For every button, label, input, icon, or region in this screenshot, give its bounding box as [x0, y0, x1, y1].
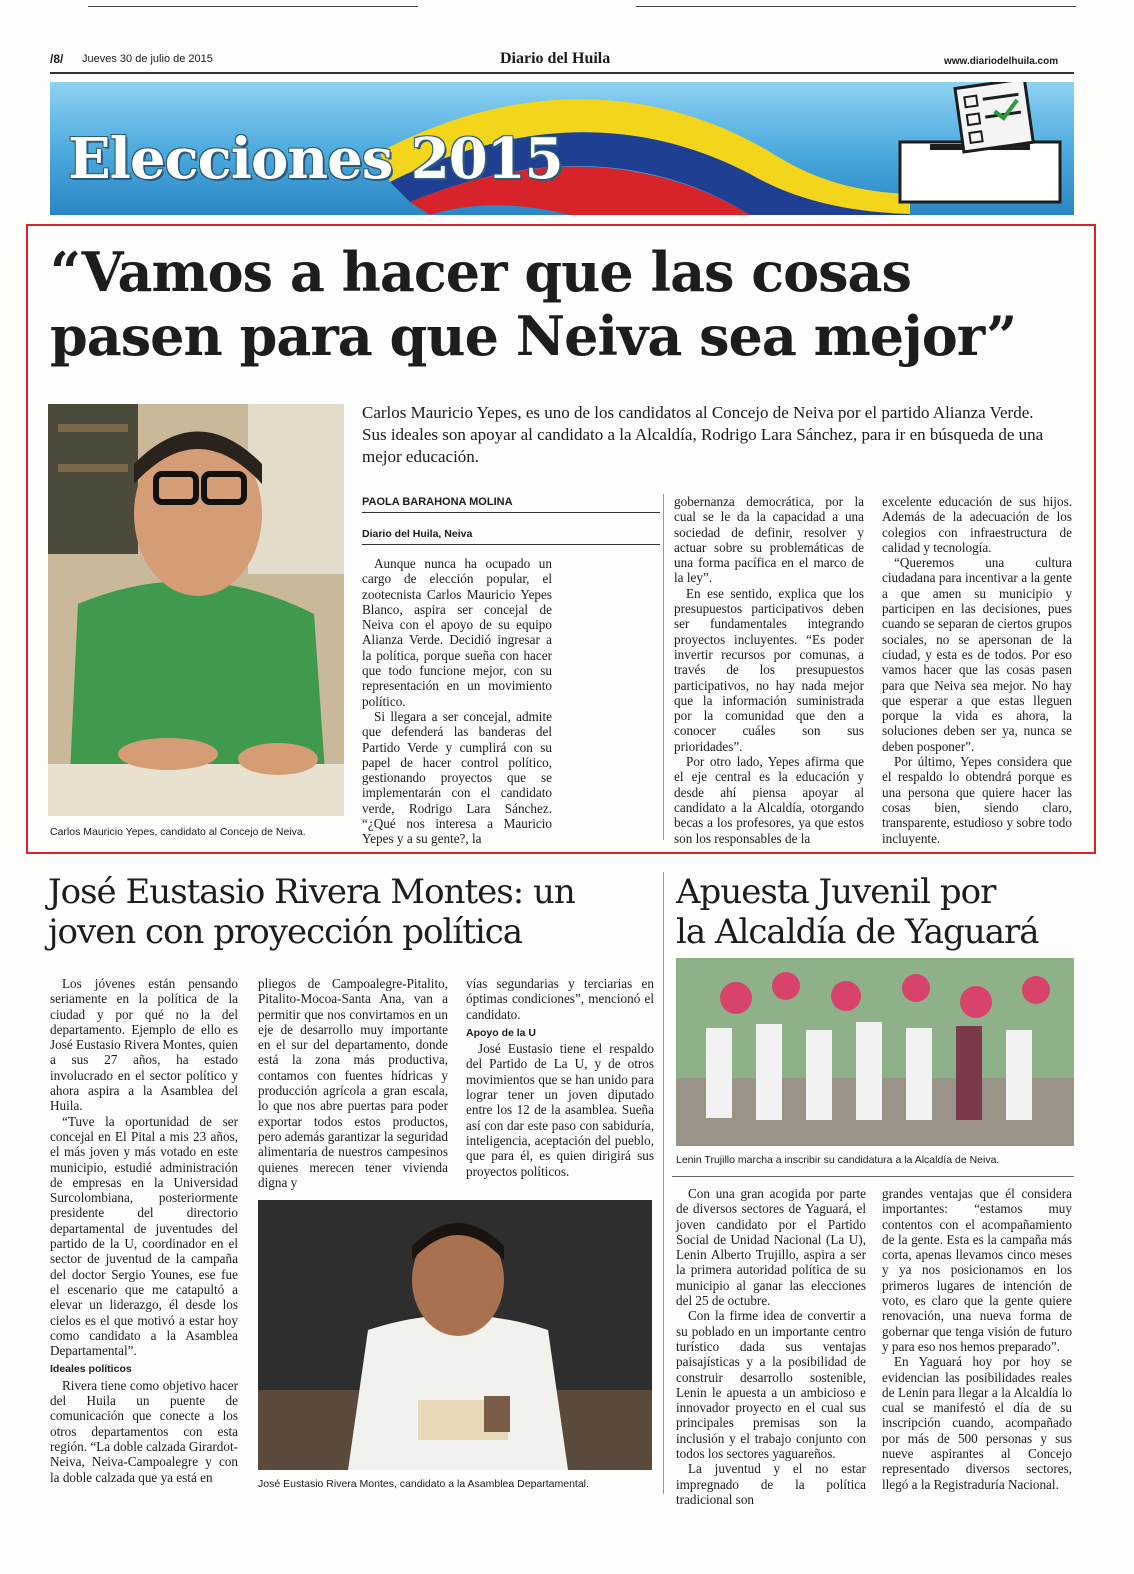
rivera-subhead-apoyo: Apoyo de la U	[466, 1026, 537, 1039]
rivera-col3-p2: José Eustasio tiene el respaldo del Partido de La U, y de otros movimientos que se han unido para lograr tener un joven diputado entre los 12 de la asamblea. Sueña así con dar este paso con sabiduría, inteligencia, aceptación del pueblo, que para él, es quien dirigirá sus proyectos políticos.	[466, 1041, 654, 1179]
section-banner	[50, 82, 1074, 215]
rivera-col-1	[50, 976, 238, 1485]
rivera-col-2	[258, 976, 448, 1190]
top-rule-left	[88, 6, 418, 7]
main-col2-p2: En ese sentido, explica que los presupuestos participativos deben ser fundamentales integrando proyectos incluyentes. “Es poder invertir recursos por comunas, a través de los presupuestos participativos, no hay nada mejor que la información suministrada por la comunidad que den a conocer cuáles son sus prioridades”.	[674, 585, 864, 754]
yaguara-col2-p2: En Yaguará hoy por hoy se evidencian las posibilidades reales de Lenin para llegar a la Alcaldía lo cual se manifestó el día de su inscripción cuando, acompañado por más de 500 personas y sus nueve aspirantes al Concejo representado diversos sectores, llegó a la Registraduría Nacional.	[882, 1354, 1072, 1492]
yaguara-headline	[676, 872, 1076, 952]
main-col-3	[882, 494, 1072, 846]
main-col1-p2: Si llegara a ser concejal, admite que defenderá las banderas del Partido Verde y cumplirá con su papel de hacer control político, gestionando proyectos que se implementarán con el candidato verde, Rodrigo Lara Sánchez. “¿Qué nos interesa a Mauricio Yepes y a su gente?, la	[362, 708, 552, 847]
rivera-subhead-ideales: Ideales políticos	[50, 1363, 132, 1376]
photo-caption-march: Lenin Trujillo marcha a inscribir su candidatura a la Alcaldía de Neiva.	[676, 1154, 1000, 1166]
main-col1-p1: Aunque nunca ha ocupado un cargo de elección popular, el zootecnista Carlos Mauricio Yepes Blanco, aspira ser concejal de Neiva con el apoyo de su equipo Alianza Verde. Decidió ingresar a la política, porque sueña con hacer que todo funcione mejor, con su representación en un movimiento político.	[362, 556, 552, 709]
main-headline-line1: “Vamos a hacer que las cosas	[50, 240, 911, 304]
photo-caption-rivera: José Eustasio Rivera Montes, candidato a la Asamblea Departamental.	[258, 1478, 589, 1490]
rivera-headline	[48, 872, 648, 952]
yaguara-col1-p3: La juventud y el no estar impregnado de la política tradicional son	[676, 1461, 866, 1507]
rivera-headline-line1: José Eustasio Rivera Montes: un	[48, 872, 575, 912]
main-col2-p1: gobernanza democrática, por la cual se le da la capacidad a una sociedad de definir, resolver y actuar sobre su problemáticas de una forma pacífica en el marco de la ley”.	[674, 494, 864, 586]
page-number: /8/	[50, 52, 64, 66]
march-illustration	[676, 958, 1074, 1146]
main-col3-p3: Por último, Yepes considera que el respaldo lo obtendrá porque es una persona que quiere hacer las cosas bien, siendo claro, transparente, estudioso y sobre todo incluyente.	[882, 754, 1072, 846]
rivera-portrait-illustration	[258, 1200, 652, 1470]
yaguara-col-1	[676, 1186, 866, 1507]
newspaper-name: Diario del Huila	[500, 50, 611, 67]
rivera-col1-p3: Rivera tiene como objetivo hacer del Huila un puente de comunicación que conecte a los otros departamentos con esta región. “La doble calzada Girardot-Neiva, Neiva-Campoalegre y con la doble calzada que ya está en	[50, 1377, 238, 1485]
section-divider	[663, 872, 664, 1494]
photo-caption-yepes: Carlos Mauricio Yepes, candidato al Concejo de Neiva.	[50, 826, 306, 838]
main-col3-p2: “Queremos una cultura ciudadana para incentivar a la gente a que amen su municipio y participen en las decisiones, pues cuando se separan de ciertos grupos sociales, no se apersonan de la ciudad, y esta es de todos. Por eso vamos hacer que las cosas pasen para que Neiva sea mejor. No hay que esperar a que estas lleguen porque la vida es ahora, la soluciones deben ser ya, nunca se deben posponer”.	[882, 555, 1072, 754]
main-lead: Carlos Mauricio Yepes, es uno de los candidatos al Concejo de Neiva por el partido Alianza Verde. Sus ideales son apoyar al candidato a la Alcaldía, Rodrigo Lara Sánchez, para ir en búsqueda de una mejor educación.	[362, 403, 1044, 466]
header-rule	[50, 72, 1074, 74]
newspaper-url: www.diariodelhuila.com	[944, 56, 1059, 67]
candidate-photo-rivera	[258, 1200, 652, 1470]
rivera-col-3	[466, 976, 654, 1179]
top-rule-right	[636, 6, 1076, 7]
byline: PAOLA BARAHONA MOLINA	[362, 496, 513, 508]
rivera-col1-p1: Los jóvenes están pensando seriamente en la política de la ciudad y por qué no la del departamento. Ejemplo de ello es José Eustasio Rivera Montes, quien a sus 27 años, ha estado involucrado en el sector político y ahora aspira a la Asamblea del Huila.	[50, 976, 238, 1114]
rivera-col1-p2: “Tuve la oportunidad de ser concejal en El Pital a mis 23 años, el más joven y más votado en este municipio, estudié administración de empresas en la Universidad Surcolombiana, posteriormente presidente del directorio departamental de juventudes del partido de la U, coordinador en el sector de juventud de la campaña del doctor Sergio Younes, ese fue el escenario que me catapultó a elevar un liderazgo, él desde los cielos es el que motivó a estar hoy como candidato a la Asamblea Departamental”.	[50, 1113, 238, 1359]
byline-rule	[362, 512, 660, 513]
yaguara-col1-p1: Con una gran acogida por parte de diversos sectores de Yaguará, el joven candidato por el Partido Social de Unidad Nacional (La U), Lenin Alberto Trujillo, aspira a ser la primera autoridad política de su municipio al ganar las elecciones del 25 de octubre.	[676, 1186, 866, 1309]
main-col-2	[674, 494, 864, 846]
candidate-photo-yepes	[48, 404, 344, 816]
rivera-col2-p1: pliegos de Campoalegre-Pitalito, Pitalito-Mocoa-Santa Ana, van a permitir que nos convirtamos en un eje de desarrollo muy importante en el sur del departamento, donde está la zona más productiva, contamos con fuentes hídricas y producción agrícola a gran escala, lo que nos abre puertas para poder exportar todos estos productos, pero además garantizar la seguridad alimentaria de nuestros campesinos quienes merecen tener vivienda digna y	[258, 976, 448, 1190]
yaguara-headline-line1: Apuesta Juvenil por	[676, 872, 996, 912]
rivera-headline-line2: joven con proyección política	[48, 912, 523, 952]
rivera-col3-p1: vías segundarias y terciarias en óptimas condiciones”, mencionó el candidato.	[466, 976, 654, 1022]
col-divider	[663, 494, 664, 840]
yaguara-col-2	[882, 1186, 1072, 1492]
dateline-rule	[362, 544, 660, 545]
yaguara-col1-p2: Con la firme idea de convertir a su poblado en un importante centro turístico dada sus ventajas paisajísticas y a la posibilidad de construir desarrollo sostenible, Lenin le apuesta a un ambicioso e innovador proyecto en el cual sus principales premisas son la inclusión y el trabajo conjunto con todos los sectores yaguareños.	[676, 1308, 866, 1462]
caption-rule	[672, 1176, 1074, 1177]
march-photo	[676, 958, 1074, 1146]
yaguara-headline-line2: la Alcaldía de Yaguará	[676, 912, 1039, 952]
issue-date: Jueves 30 de julio de 2015	[82, 53, 213, 65]
main-col3-p1: excelente educación de sus hijos. Además de la adecuación de los colegios con infraestructura de calidad y tecnología.	[882, 494, 1072, 555]
main-col-1	[362, 556, 552, 847]
banner-title: Elecciones 2015	[68, 126, 563, 192]
yaguara-col2-p1: grandes ventajas que él considera importantes: “estamos muy contentos con el acompañamiento de la gente. Esta es la campaña más corta, apenas llevamos cinco meses y ya nos posicionamos en los primeros lugares de intención de voto, es claro que la gente quiere renovación, una nueva forma de gobernar que tenga visión de futuro y para eso nos hemos preparado”.	[882, 1186, 1072, 1354]
portrait-illustration	[48, 404, 344, 816]
main-col2-p3: Por otro lado, Yepes afirma que el eje central es la educación y desde ahí piensa apoyar al candidato a la Alcaldía, otorgando becas a los profesores, ya que estos son los responsables de la	[674, 754, 864, 846]
main-headline	[50, 240, 1060, 368]
dateline: Diario del Huila, Neiva	[362, 528, 473, 540]
main-headline-line2: pasen para que Neiva sea mejor”	[50, 304, 1017, 368]
ballot-box-icon	[890, 82, 1070, 215]
